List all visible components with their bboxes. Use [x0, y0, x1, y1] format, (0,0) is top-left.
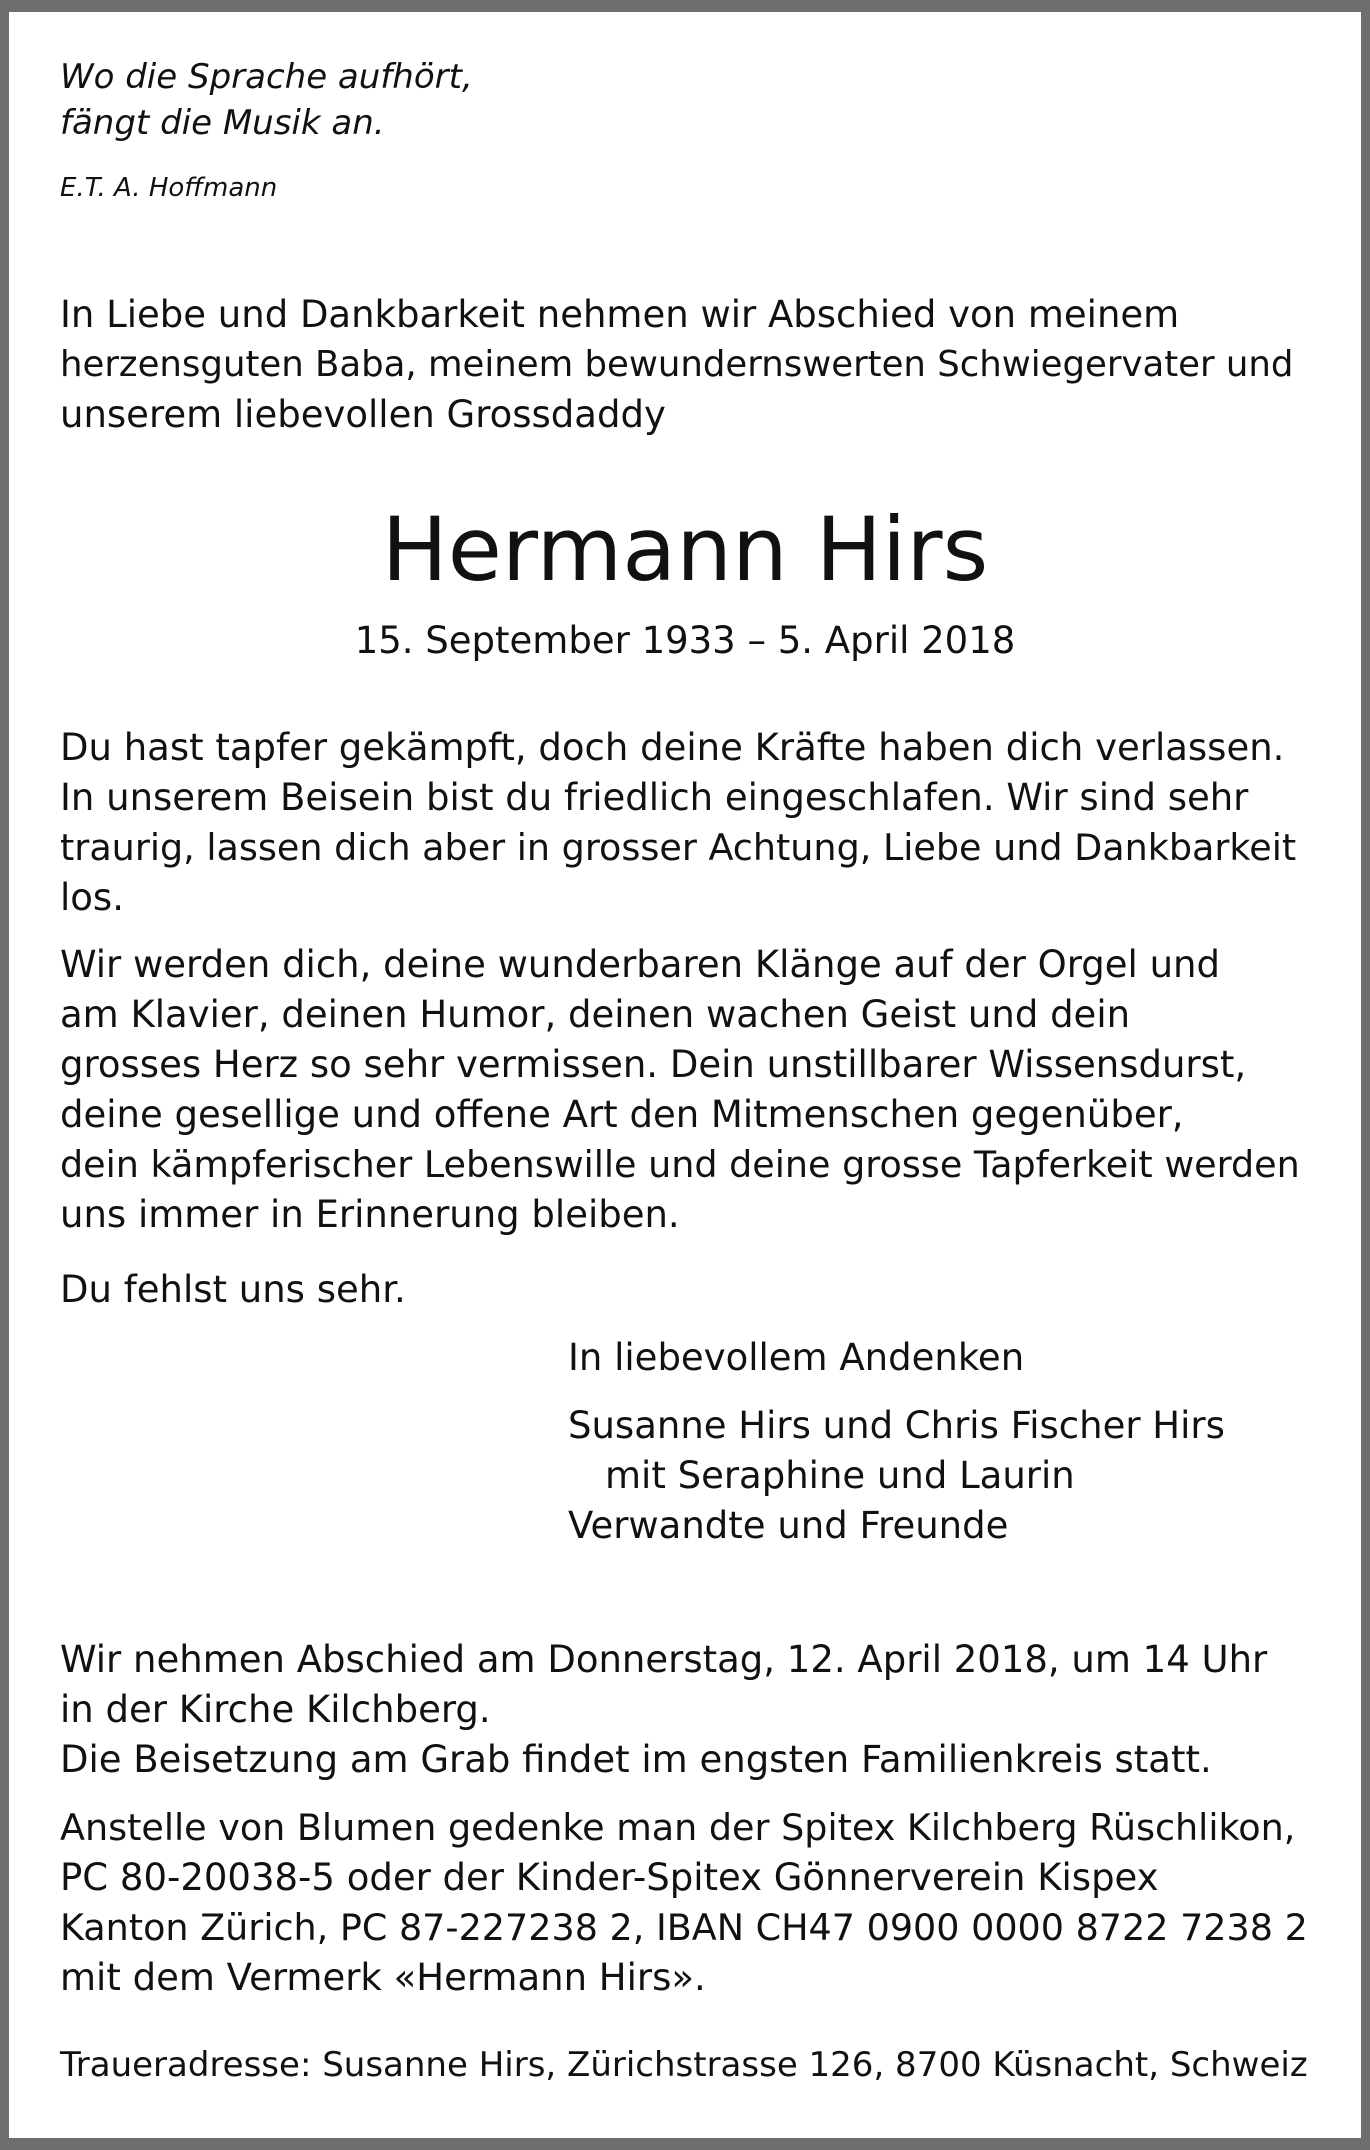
intro-line-3: unserem liebevollen Grossdaddy — [60, 393, 666, 436]
signature-line-2: mit Seraphine und Laurin — [605, 1454, 1075, 1497]
deceased-name: Hermann Hirs — [381, 498, 989, 601]
paragraph2-line-3: grosses Herz so sehr vermissen. Dein unstillbarer Wissensdurst, — [60, 1043, 1247, 1086]
paragraph2-line-6: uns immer in Erinnerung bleiben. — [60, 1193, 680, 1236]
paragraph1-line-3: traurig, lassen dich aber in grosser Achtung, Liebe und Dankbarkeit — [60, 826, 1297, 869]
signature-line-1: Susanne Hirs und Chris Fischer Hirs — [568, 1404, 1225, 1447]
ceremony-line-3: Die Beisetzung am Grab findet im engsten Familienkreis statt. — [60, 1738, 1212, 1781]
donation-line-4: mit dem Vermerk «Hermann Hirs». — [60, 1956, 706, 1999]
life-dates: 15. September 1933 – 5. April 2018 — [354, 619, 1016, 662]
donation-line-3: Kanton Zürich, PC 87-227238 2, IBAN CH47 0900 0000 8722 7238 2 — [60, 1906, 1308, 1949]
quote-line-1: Wo die Sprache aufhört, — [60, 57, 473, 97]
intro-line-2: herzensguten Baba, meinem bewundernswerten Schwiegervater und — [60, 344, 1294, 385]
quote-line-2: fängt die Musik an. — [60, 103, 385, 143]
ceremony-line-1: Wir nehmen Abschied am Donnerstag, 12. April 2018, um 14 Uhr — [60, 1638, 1268, 1681]
ceremony-line-2: in der Kirche Kilchberg. — [60, 1688, 491, 1731]
quote-author: E.T. A. Hoffmann — [60, 173, 278, 203]
signature-greeting: In liebevollem Andenken — [568, 1336, 1025, 1379]
paragraph2-line-5: dein kämpferischer Lebenswille und deine grosse Tapferkeit werden — [60, 1143, 1300, 1186]
paragraph1-line-4: los. — [60, 876, 124, 919]
mourning-address: Traueradresse: Susanne Hirs, Zürichstrasse 126, 8700 Küsnacht, Schweiz — [60, 2045, 1308, 2085]
paragraph1-line-1: Du hast tapfer gekämpft, doch deine Kräfte haben dich verlassen. — [60, 726, 1285, 769]
donation-line-2: PC 80-20038-5 oder der Kinder-Spitex Gönnerverein Kispex — [60, 1856, 1159, 1899]
closing-line: Du fehlst uns sehr. — [60, 1268, 406, 1311]
signature-line-3: Verwandte und Freunde — [568, 1504, 1009, 1547]
paragraph1-line-2: In unserem Beisein bist du friedlich eingeschlafen. Wir sind sehr — [60, 776, 1249, 819]
paragraph2-line-4: deine gesellige und offene Art den Mitmenschen gegenüber, — [60, 1093, 1184, 1136]
paragraph2-line-2: am Klavier, deinen Humor, deinen wachen Geist und dein — [60, 993, 1131, 1036]
intro-line-1: In Liebe und Dankbarkeit nehmen wir Abschied von meinem — [60, 293, 1180, 336]
donation-line-1: Anstelle von Blumen gedenke man der Spitex Kilchberg Rüschlikon, — [60, 1806, 1296, 1849]
paragraph2-line-1: Wir werden dich, deine wunderbaren Klänge auf der Orgel und — [60, 943, 1220, 986]
